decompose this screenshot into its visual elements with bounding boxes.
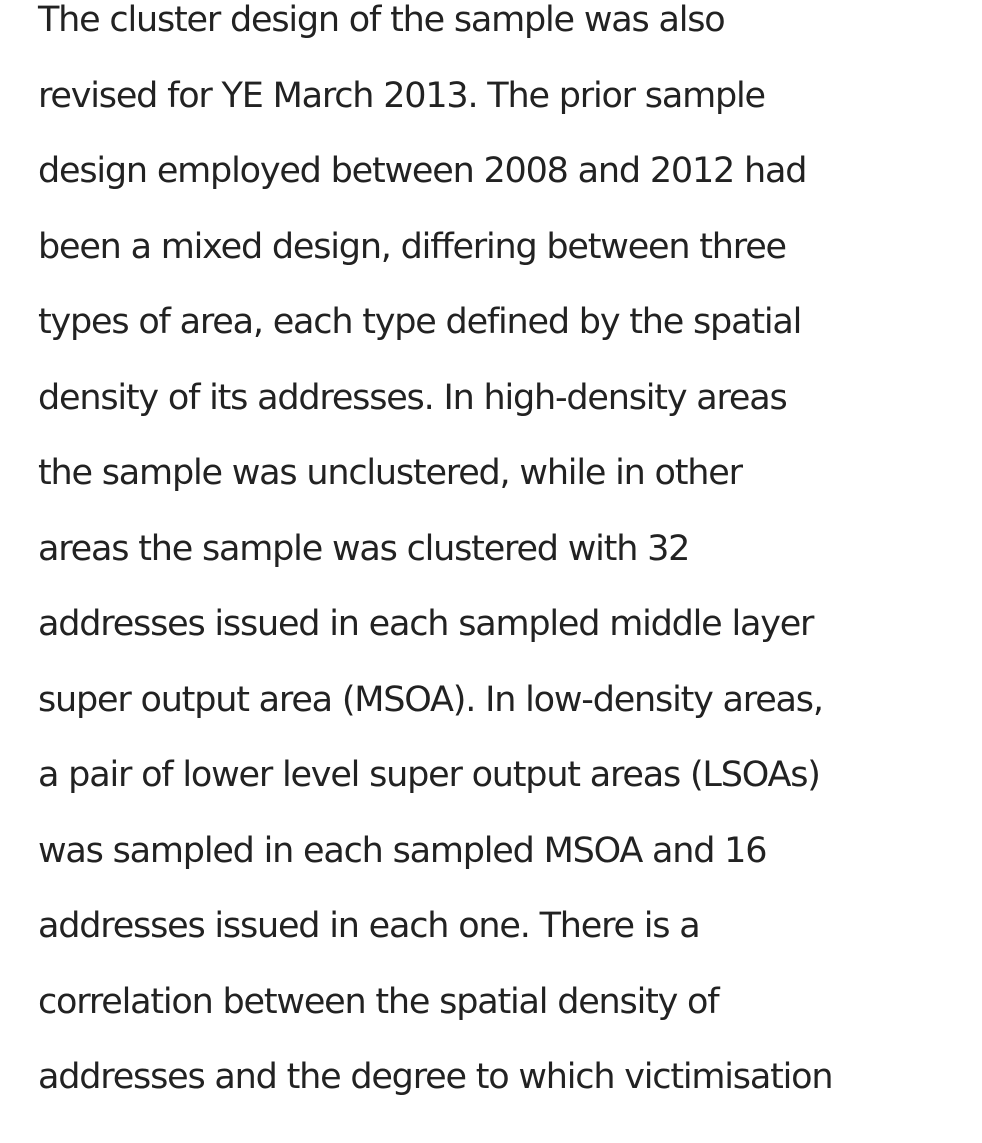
text-line: was sampled in each sampled MSOA and 16 — [38, 830, 767, 871]
text-line: a pair of lower level super output areas (LSOAs) — [38, 755, 820, 795]
text-line: density of its addresses. In high-density areas — [38, 377, 787, 418]
text-line: The cluster design of the sample was also — [38, 0, 725, 40]
text-line: super output area (MSOA). In low-density areas, — [38, 679, 823, 720]
article-body — [38, 0, 958, 1113]
text-line: correlation between the spatial density of — [38, 981, 719, 1022]
text-line: revised for YE March 2013. The prior sample — [38, 75, 765, 116]
text-line: the sample was unclustered, while in other — [38, 453, 742, 493]
text-line: types of area, each type defined by the spatial — [38, 302, 802, 342]
text-line: addresses issued in each one. There is a — [38, 906, 700, 946]
text-line: areas the sample was clustered with 32 — [38, 528, 690, 569]
text-line: design employed between 2008 and 2012 had — [38, 151, 807, 191]
text-line: addresses and the degree to which victimisation — [38, 1057, 833, 1097]
text-line: been a mixed design, differing between three — [38, 226, 786, 267]
text-line: addresses issued in each sampled middle layer — [38, 604, 814, 644]
